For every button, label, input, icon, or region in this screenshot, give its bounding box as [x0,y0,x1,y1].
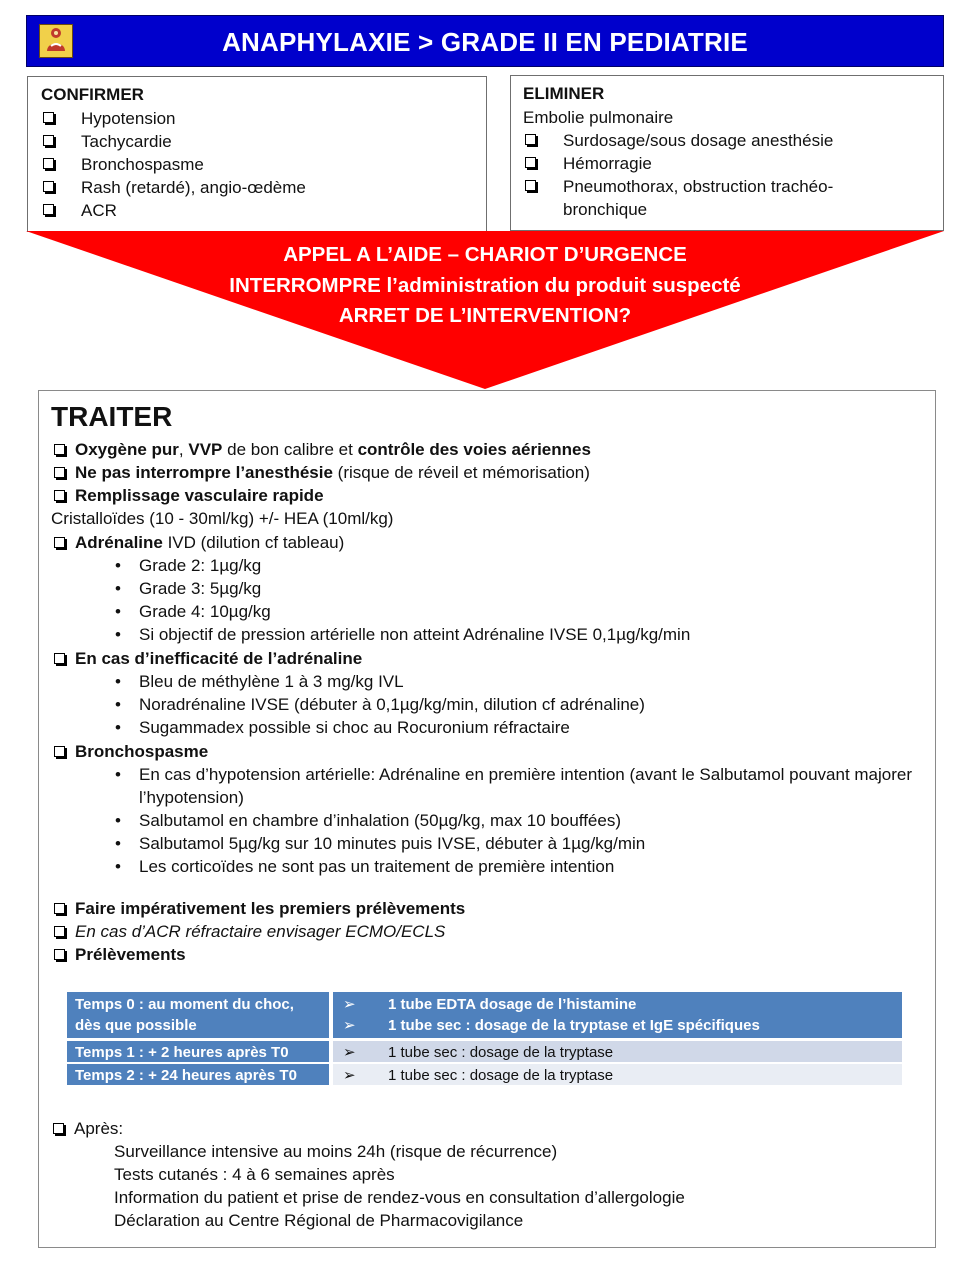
arrow-bullet-icon: ➢ [343,1017,356,1034]
checkbox-icon [54,490,65,501]
page-title: ANAPHYLAXIE > GRADE II EN PEDIATRIE [222,27,748,57]
list-item: • Grade 4: 10µg/kg [115,600,923,623]
samples-first-bold: Faire impérativement les premiers prélèvements [75,899,466,918]
checkbox-icon [54,949,65,960]
checkbox-icon [43,204,54,215]
table-row [67,1064,903,1085]
treat-filling [51,484,923,507]
eliminate-item-label: Pneumothorax, obstruction trachéo- [563,177,834,196]
oxygen-text: Oxygène pur [75,440,179,459]
confirm-item [41,176,486,199]
treat-inefficacy [51,647,923,670]
airway-text: contrôle des voies aériennes [357,440,591,459]
after-line: Déclaration au Centre Régional de Pharmacovigilance [114,1211,524,1230]
sample-item: 1 tube sec : dosage de la tryptase [388,1044,614,1061]
after-section [50,1117,910,1232]
after-label: Après: [74,1119,124,1138]
checkbox-icon [54,746,65,757]
eliminate-item [523,129,943,152]
time-label: Temps 1 : + 2 heures après T0 [75,1044,289,1061]
treat-anesthesia [51,461,923,484]
confirm-item [41,130,486,153]
checkbox-icon [54,903,65,914]
eliminate-item [523,152,943,175]
title-banner [26,15,944,67]
confirm-list [41,107,486,222]
checkbox-icon [43,158,54,169]
sample-item: 1 tube EDTA dosage de l’histamine [388,996,637,1013]
list-item: • Salbutamol en chambre d’inhalation (50µg/kg, max 10 bouffées) [115,809,923,832]
treat-adrenaline [51,531,923,554]
list-item: • Bleu de méthylène 1 à 3 mg/kg IVL [115,670,923,693]
checkbox-icon [54,444,65,455]
checkbox-icon [525,134,536,145]
checkbox-icon [54,467,65,478]
confirm-item [41,107,486,130]
confirm-box [27,76,487,232]
alert-line: APPEL A L’AIDE – CHARIOT D’URGENCE [283,243,687,266]
oxygen-sep: , [178,440,189,459]
confirm-item [41,199,486,222]
eliminate-box [510,75,944,231]
table-row [67,1041,903,1062]
checkbox-icon [54,653,65,664]
arrow-bullet-icon: ➢ [343,1044,356,1061]
confirm-item-label: ACR [81,201,117,220]
eliminate-item-label: Hémorragie [563,154,652,173]
checkbox-icon [525,180,536,191]
checkbox-icon [54,926,65,937]
treat-samples-first [51,897,923,920]
checkbox-icon [43,135,54,146]
alert-text [26,240,944,332]
eliminate-item-label: bronchique [563,200,648,219]
sample-item: 1 tube sec : dosage de la tryptase et IgE spécifiques [388,1017,760,1034]
time-cell [67,1064,329,1085]
checkbox-icon [53,1123,64,1134]
checkbox-icon [43,112,54,123]
ecmo-text: En cas d’ACR réfractaire envisager ECMO/ECLS [75,922,446,941]
list-item: • Grade 2: 1µg/kg [115,554,923,577]
adrenaline-text: IVD (dilution cf tableau) [162,533,345,552]
eliminate-list [523,129,943,221]
eliminate-item [523,175,943,198]
table-row [67,992,903,1038]
time-cell [67,992,329,1038]
bronchospasm-bold: Bronchospasme [75,742,209,761]
treat-heading: TRAITER [51,401,173,432]
time-label: Temps 2 : + 24 heures après T0 [75,1067,297,1084]
time-label: dès que possible [75,1017,197,1034]
list-item: • Sugammadex possible si choc au Rocuronium réfractaire [115,716,923,739]
eliminate-first-line: Embolie pulmonaire [523,108,674,127]
arrow-bullet-icon: ➢ [343,996,356,1013]
eliminate-item-continuation [523,198,943,221]
confirm-item [41,153,486,176]
eliminate-item-label: Surdosage/sous dosage anesthésie [563,131,834,150]
alert-line: ARRET DE L’INTERVENTION? [338,304,632,327]
oxygen-mid: de bon calibre et [222,440,358,459]
inefficacy-list [51,670,923,739]
adrenaline-bold: Adrénaline [75,533,163,552]
time-cell [67,1041,329,1062]
confirm-item-label: Bronchospasme [81,155,204,174]
sample-cell [333,1041,902,1062]
confirm-item-label: Hypotension [81,109,176,128]
list-item: • Noradrénaline IVSE (débuter à 0,1µg/kg/min, dilution cf adrénaline) [115,693,923,716]
after-line: Surveillance intensive au moins 24h (risque de récurrence) [114,1142,558,1161]
sample-cell [333,1064,902,1085]
treat-crystalloids: Cristalloïdes (10 - 30ml/kg) +/- HEA (10ml/kg) [51,509,394,528]
samples-bold: Prélèvements [75,945,186,964]
treat-bronchospasm [51,740,923,763]
after-heading [50,1117,910,1140]
treat-oxygen [51,438,923,461]
checkbox-icon [525,157,536,168]
anesthesia-bold: Ne pas interrompre l’anesthésie [75,463,333,482]
treat-ecmo [51,920,923,943]
list-item: • Les corticoïdes ne sont pas un traitement de première intention [115,855,923,878]
confirm-heading: CONFIRMER [41,85,144,104]
eliminate-heading: ELIMINER [523,84,605,103]
confirm-item-label: Rash (retardé), angio-œdème [81,178,306,197]
alert-line: INTERROMPRE l’administration du produit suspecté [229,273,741,297]
adrenaline-list [51,554,923,646]
filling-bold: Remplissage vasculaire rapide [75,486,324,505]
arrow-bullet-icon: ➢ [343,1067,356,1084]
checkbox-icon [54,537,65,548]
treat-samples [51,943,923,966]
after-line: Information du patient et prise de rendez-vous en consultation d’allergologie [114,1188,685,1207]
sample-cell [333,992,902,1038]
after-line: Tests cutanés : 4 à 6 semaines après [114,1165,395,1184]
list-item: • En cas d’hypotension artérielle: Adrénaline en première intention (avant le Salbutamol pouvant majorer l’hypotension) [115,763,923,809]
list-item: • Grade 3: 5µg/kg [115,577,923,600]
list-item: • Salbutamol 5µg/kg sur 10 minutes puis IVSE, débuter à 1µg/kg/min [115,832,923,855]
list-item: • Si objectif de pression artérielle non atteint Adrénaline IVSE 0,1µg/kg/min [115,623,923,646]
confirm-item-label: Tachycardie [81,132,172,151]
inefficacy-bold: En cas d’inefficacité de l’adrénaline [75,649,363,668]
vvp-text: VVP [188,440,223,459]
time-label: Temps 0 : au moment du choc, [75,996,294,1013]
checkbox-icon [43,181,54,192]
bronchospasm-list [51,763,923,878]
sample-item: 1 tube sec : dosage de la tryptase [388,1067,614,1084]
anesthesia-text: (risque de réveil et mémorisation) [332,463,590,482]
